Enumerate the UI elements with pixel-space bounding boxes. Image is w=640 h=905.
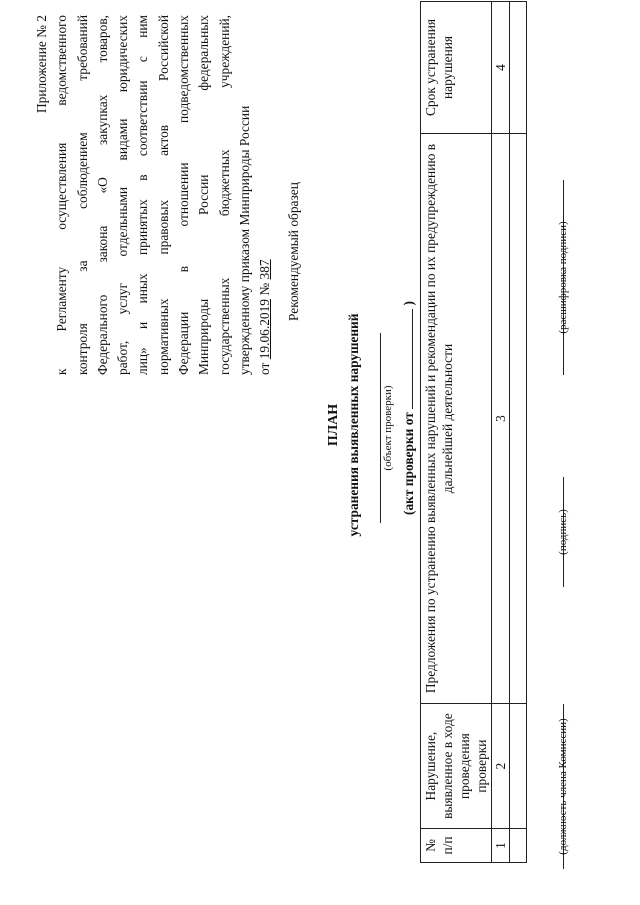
annex-date-line: [255, 15, 275, 375]
annex-number: 387: [257, 259, 273, 280]
plan-title: ПЛАН: [326, 403, 341, 447]
caption-position: (должность члена Комиссии): [557, 718, 569, 855]
table-header-row: [421, 2, 492, 863]
annex-line: Федерального закона «О закупках товаров,: [94, 15, 110, 375]
annex-block: [32, 15, 276, 375]
annex-line: к Регламенту осуществления ведомственного: [54, 15, 70, 375]
object-caption: (объект проверки): [382, 385, 394, 471]
table-cell: [510, 2, 527, 134]
caption-signature: (подпись): [557, 509, 569, 555]
annex-date: 19.06.2019: [257, 299, 273, 360]
caption-name: (расшифровка подписи): [557, 221, 569, 334]
column-number: 4: [492, 2, 510, 134]
act-close: ): [401, 300, 416, 306]
column-number: 1: [492, 829, 510, 863]
annex-line: работ, услуг отдельными видами юридических: [115, 15, 131, 375]
table-number-row: [492, 2, 510, 863]
header-number: № п/п: [421, 829, 492, 863]
table-cell: [510, 133, 527, 703]
object-line: [380, 333, 381, 523]
annex-line: контроля за соблюдением требований: [74, 15, 90, 375]
plan-subtitle: устранения выявленных нарушений: [346, 313, 361, 537]
violations-table: [420, 1, 527, 863]
recommended-sample: Рекомендуемый образец: [286, 182, 301, 321]
annex-number-label: №: [257, 282, 273, 296]
annex-line: государственных бюджетных учреждений,: [216, 15, 232, 375]
act-blank: [400, 309, 413, 409]
table-row: [510, 2, 527, 863]
annex-title: Приложение № 2: [34, 15, 49, 114]
annex-line: лиц» и иных принятых в соответствии с ним: [135, 15, 151, 375]
table-cell: [510, 704, 527, 829]
annex-line: нормативных правовых актов Российской: [155, 15, 171, 375]
header-proposals: Предложения по устранению выявленных нарушений и рекомендации по их предупреждению в дальнейшей деятельности: [421, 133, 492, 703]
header-deadline: Срок устранения нарушения: [421, 2, 492, 134]
annex-line: Минприроды России федеральных: [196, 15, 212, 375]
act-line: [400, 301, 417, 515]
annex-line: утвержденному приказом Минприроды России: [236, 105, 252, 375]
act-label: (акт проверки от: [401, 412, 416, 515]
table-cell: [510, 829, 527, 863]
column-number: 2: [492, 704, 510, 829]
column-number: 3: [492, 133, 510, 703]
annex-line: Федерации в отношении подведомственных: [176, 15, 192, 375]
annex-from-label: от: [257, 362, 273, 375]
header-violation: Нарушение, выявленное в ходе проведения проверки: [421, 704, 492, 829]
